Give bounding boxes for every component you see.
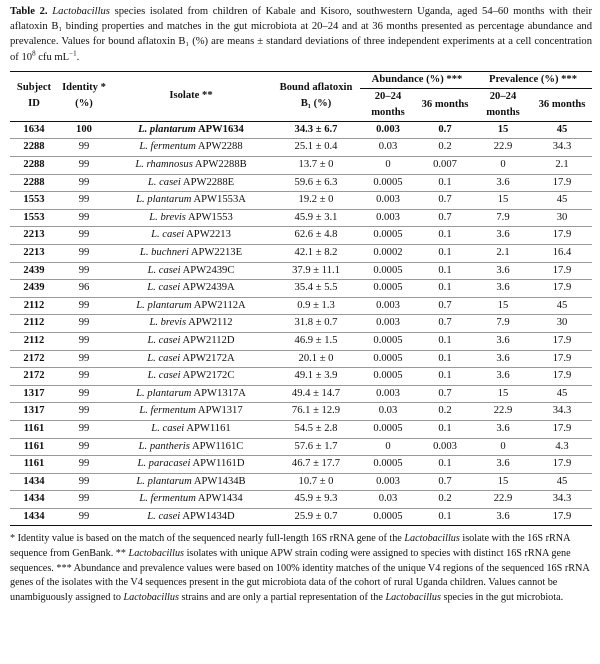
- cell-identity: 99: [58, 192, 110, 210]
- cell-prevalence-36: 17.9: [532, 420, 592, 438]
- isolate-species: L. paracasei: [137, 458, 191, 470]
- cell-prevalence-36: 45: [532, 473, 592, 491]
- cell-prevalence-36: 17.9: [532, 174, 592, 192]
- cell-isolate: [110, 403, 272, 421]
- cell-subject-id: 1553: [10, 192, 58, 210]
- isolate-species: L. brevis: [149, 317, 187, 329]
- cell-isolate: [110, 227, 272, 245]
- cell-prevalence-20-24: 3.6: [474, 332, 532, 350]
- cell-isolate: [110, 174, 272, 192]
- cell-identity: 99: [58, 385, 110, 403]
- cell-subject-id: 1434: [10, 491, 58, 509]
- isolate-species: L. buchneri: [139, 246, 189, 258]
- isolate-strain: APW2112: [188, 317, 233, 329]
- isolate-strain: APW2172C: [182, 370, 235, 382]
- table-row: [10, 227, 592, 245]
- cell-subject-id: 1553: [10, 209, 58, 227]
- cell-abundance-20-24: 0: [360, 438, 416, 456]
- cell-isolate: [110, 209, 272, 227]
- isolate-strain: APW1553A: [193, 194, 246, 206]
- cell-abundance-20-24: 0: [360, 157, 416, 175]
- isolates-table: [10, 71, 592, 527]
- cell-abundance-20-24: 0.003: [360, 473, 416, 491]
- cell-identity: 99: [58, 174, 110, 192]
- cell-identity: 99: [58, 368, 110, 386]
- cell-prevalence-36: 30: [532, 209, 592, 227]
- isolate-strain: APW1161C: [191, 440, 244, 452]
- cell-subject-id: 1434: [10, 473, 58, 491]
- isolate-strain: APW1161: [186, 422, 231, 434]
- footnote-genus-4: Lactobacillus: [385, 591, 441, 603]
- isolate-species: L. casei: [147, 176, 181, 188]
- isolate-strain: APW2112D: [182, 334, 235, 346]
- cell-abundance-20-24: 0.0005: [360, 227, 416, 245]
- cell-abundance-20-24: 0.003: [360, 209, 416, 227]
- isolate-species: L. pantheris: [138, 440, 190, 452]
- cell-bound-aflatoxin: 20.1 ± 0: [272, 350, 360, 368]
- cell-bound-aflatoxin: 35.4 ± 5.5: [272, 280, 360, 298]
- cell-abundance-36: 0.1: [416, 244, 474, 262]
- cell-bound-aflatoxin: 57.6 ± 1.7: [272, 438, 360, 456]
- cell-abundance-20-24: 0.03: [360, 403, 416, 421]
- cell-prevalence-36: 34.3: [532, 491, 592, 509]
- table-row: [10, 280, 592, 298]
- cell-bound-aflatoxin: 10.7 ± 0: [272, 473, 360, 491]
- table-row: [10, 350, 592, 368]
- header-prevalence-20-24: 20–24 months: [474, 88, 532, 121]
- cell-isolate: [110, 438, 272, 456]
- isolate-strain: APW1161D: [192, 458, 245, 470]
- cell-prevalence-20-24: 3.6: [474, 174, 532, 192]
- cell-prevalence-20-24: 7.9: [474, 209, 532, 227]
- cell-abundance-20-24: 0.0005: [360, 174, 416, 192]
- cell-prevalence-20-24: 3.6: [474, 350, 532, 368]
- cell-subject-id: 2439: [10, 262, 58, 280]
- cell-subject-id: 2439: [10, 280, 58, 298]
- isolate-species: L. casei: [151, 422, 185, 434]
- cell-bound-aflatoxin: 34.3 ± 6.7: [272, 121, 360, 139]
- table-row: [10, 420, 592, 438]
- cell-bound-aflatoxin: 54.5 ± 2.8: [272, 420, 360, 438]
- cell-isolate: [110, 420, 272, 438]
- table-row: [10, 297, 592, 315]
- cell-abundance-20-24: 0.003: [360, 385, 416, 403]
- cell-isolate: [110, 244, 272, 262]
- header-abundance: Abundance (%) ***: [360, 71, 474, 88]
- caption-end: .: [76, 51, 80, 63]
- cell-prevalence-36: 2.1: [532, 157, 592, 175]
- cell-bound-aflatoxin: 49.1 ± 3.9: [272, 368, 360, 386]
- isolate-species: L. casei: [147, 510, 181, 522]
- isolate-species: L. casei: [147, 352, 181, 364]
- isolate-strain: APW2288E: [182, 176, 235, 188]
- cell-identity: 99: [58, 262, 110, 280]
- cell-subject-id: 2112: [10, 332, 58, 350]
- cell-abundance-36: 0.007: [416, 157, 474, 175]
- cell-identity: 99: [58, 491, 110, 509]
- cell-prevalence-36: 17.9: [532, 508, 592, 526]
- cell-subject-id: 2288: [10, 174, 58, 192]
- cell-bound-aflatoxin: 19.2 ± 0: [272, 192, 360, 210]
- cell-prevalence-20-24: 7.9: [474, 315, 532, 333]
- cell-identity: 99: [58, 315, 110, 333]
- isolate-strain: APW2439C: [182, 264, 235, 276]
- cell-prevalence-20-24: 3.6: [474, 262, 532, 280]
- cell-bound-aflatoxin: 45.9 ± 3.1: [272, 209, 360, 227]
- cell-abundance-36: 0.1: [416, 368, 474, 386]
- cell-abundance-36: 0.1: [416, 456, 474, 474]
- cell-identity: 96: [58, 280, 110, 298]
- cell-isolate: [110, 262, 272, 280]
- cell-abundance-36: 0.7: [416, 209, 474, 227]
- cell-isolate: [110, 368, 272, 386]
- cell-isolate: [110, 491, 272, 509]
- cell-prevalence-36: 17.9: [532, 350, 592, 368]
- cell-subject-id: 1161: [10, 420, 58, 438]
- cell-isolate: [110, 508, 272, 526]
- table-footnote: [10, 532, 592, 605]
- cell-abundance-20-24: 0.0005: [360, 508, 416, 526]
- caption-unit-exponent: −1: [69, 49, 77, 58]
- isolate-species: L. fermentum: [139, 141, 196, 153]
- header-identity: Identity * (%): [58, 71, 110, 121]
- cell-subject-id: 2172: [10, 350, 58, 368]
- cell-prevalence-36: 16.4: [532, 244, 592, 262]
- cell-abundance-36: 0.2: [416, 491, 474, 509]
- table-row: [10, 174, 592, 192]
- isolate-strain: APW1434: [197, 493, 243, 505]
- table-row: [10, 192, 592, 210]
- table-row: [10, 244, 592, 262]
- cell-abundance-20-24: 0.0005: [360, 368, 416, 386]
- cell-identity: 99: [58, 297, 110, 315]
- header-isolate: Isolate **: [110, 71, 272, 121]
- cell-prevalence-36: 30: [532, 315, 592, 333]
- cell-subject-id: 2288: [10, 157, 58, 175]
- isolate-strain: APW1317: [197, 405, 243, 417]
- footnote-part-2: isolate with the 16S rRNA sequence from GenBank. **: [10, 533, 570, 560]
- cell-abundance-36: 0.1: [416, 332, 474, 350]
- cell-bound-aflatoxin: 76.1 ± 12.9: [272, 403, 360, 421]
- table-row: [10, 157, 592, 175]
- cell-isolate: [110, 385, 272, 403]
- isolate-strain: APW2288: [197, 141, 243, 153]
- table-row: [10, 456, 592, 474]
- cell-prevalence-20-24: 15: [474, 121, 532, 139]
- table-row: [10, 139, 592, 157]
- cell-isolate: [110, 456, 272, 474]
- isolate-strain: APW2439A: [182, 282, 235, 294]
- table-row: [10, 209, 592, 227]
- cell-abundance-36: 0.1: [416, 227, 474, 245]
- cell-bound-aflatoxin: 42.1 ± 8.2: [272, 244, 360, 262]
- isolate-strain: APW2213: [186, 229, 231, 241]
- cell-bound-aflatoxin: 25.1 ± 0.4: [272, 139, 360, 157]
- cell-abundance-36: 0.2: [416, 403, 474, 421]
- cell-subject-id: 2288: [10, 139, 58, 157]
- cell-identity: 100: [58, 121, 110, 139]
- cell-prevalence-36: 17.9: [532, 368, 592, 386]
- isolate-strain: APW2112A: [193, 299, 246, 311]
- cell-bound-aflatoxin: 13.7 ± 0: [272, 157, 360, 175]
- cell-prevalence-36: 45: [532, 192, 592, 210]
- cell-abundance-36: 0.7: [416, 297, 474, 315]
- isolate-strain: APW2213E: [190, 246, 243, 258]
- table-row: [10, 438, 592, 456]
- cell-bound-aflatoxin: 62.6 ± 4.8: [272, 227, 360, 245]
- cell-isolate: [110, 350, 272, 368]
- cell-isolate: [110, 157, 272, 175]
- cell-prevalence-36: 17.9: [532, 227, 592, 245]
- cell-prevalence-20-24: 3.6: [474, 456, 532, 474]
- footnote-genus-2: Lactobacillus: [128, 548, 185, 560]
- header-bound-aflatoxin: Bound aflatoxin B₁ (%): [272, 71, 360, 121]
- cell-abundance-36: 0.1: [416, 420, 474, 438]
- cell-subject-id: 1317: [10, 403, 58, 421]
- cell-identity: 99: [58, 139, 110, 157]
- cell-abundance-36: 0.1: [416, 174, 474, 192]
- cell-prevalence-20-24: 15: [474, 473, 532, 491]
- cell-subject-id: 1634: [10, 121, 58, 139]
- cell-identity: 99: [58, 420, 110, 438]
- table-row: [10, 262, 592, 280]
- cell-prevalence-36: 17.9: [532, 456, 592, 474]
- cell-abundance-20-24: 0.0005: [360, 456, 416, 474]
- cell-isolate: [110, 297, 272, 315]
- cell-bound-aflatoxin: 37.9 ± 11.1: [272, 262, 360, 280]
- cell-prevalence-20-24: 15: [474, 385, 532, 403]
- table-row: [10, 332, 592, 350]
- cell-prevalence-20-24: 2.1: [474, 244, 532, 262]
- cell-subject-id: 2213: [10, 227, 58, 245]
- cell-isolate: [110, 139, 272, 157]
- cell-prevalence-20-24: 22.9: [474, 403, 532, 421]
- cell-subject-id: 2172: [10, 368, 58, 386]
- cell-prevalence-36: 34.3: [532, 403, 592, 421]
- table-row: [10, 491, 592, 509]
- isolate-species: L. casei: [147, 282, 181, 294]
- cell-prevalence-20-24: 3.6: [474, 368, 532, 386]
- isolate-species: L. plantarum: [136, 475, 192, 487]
- cell-prevalence-20-24: 15: [474, 297, 532, 315]
- cell-prevalence-20-24: 22.9: [474, 491, 532, 509]
- isolate-species: L. brevis: [149, 211, 186, 223]
- table-row: [10, 403, 592, 421]
- isolate-species: L. plantarum: [136, 299, 192, 311]
- isolate-species: L. casei: [147, 264, 181, 276]
- isolate-species: L. fermentum: [139, 405, 196, 417]
- isolate-species: L. casei: [147, 334, 181, 346]
- isolate-species: L. plantarum: [136, 194, 192, 206]
- caption-unit: cfu mL: [35, 51, 70, 63]
- cell-abundance-20-24: 0.0005: [360, 332, 416, 350]
- footnote-part-5: species in the gut microbiota.: [440, 591, 564, 603]
- cell-prevalence-20-24: 22.9: [474, 139, 532, 157]
- header-prevalence-36: 36 months: [532, 88, 592, 121]
- cell-identity: 99: [58, 332, 110, 350]
- cell-prevalence-36: 45: [532, 385, 592, 403]
- cell-identity: 99: [58, 244, 110, 262]
- cell-bound-aflatoxin: 0.9 ± 1.3: [272, 297, 360, 315]
- cell-identity: 99: [58, 438, 110, 456]
- cell-prevalence-36: 17.9: [532, 332, 592, 350]
- header-abundance-36: 36 months: [416, 88, 474, 121]
- cell-identity: 99: [58, 157, 110, 175]
- cell-prevalence-20-24: 0: [474, 157, 532, 175]
- isolate-strain: APW1553: [188, 211, 233, 223]
- cell-abundance-20-24: 0.03: [360, 139, 416, 157]
- cell-abundance-36: 0.7: [416, 315, 474, 333]
- cell-abundance-36: 0.7: [416, 121, 474, 139]
- cell-abundance-20-24: 0.0005: [360, 350, 416, 368]
- cell-abundance-20-24: 0.003: [360, 315, 416, 333]
- cell-abundance-36: 0.7: [416, 192, 474, 210]
- cell-abundance-36: 0.2: [416, 139, 474, 157]
- cell-abundance-20-24: 0.03: [360, 491, 416, 509]
- isolate-species: L. rhamnosus: [135, 159, 193, 170]
- cell-prevalence-20-24: 3.6: [474, 508, 532, 526]
- isolate-species: L. casei: [151, 229, 185, 241]
- cell-prevalence-36: 17.9: [532, 280, 592, 298]
- cell-prevalence-36: 45: [532, 121, 592, 139]
- cell-isolate: [110, 315, 272, 333]
- cell-prevalence-36: 34.3: [532, 139, 592, 157]
- isolate-species: L. casei: [147, 370, 181, 382]
- cell-prevalence-36: 45: [532, 297, 592, 315]
- cell-identity: 99: [58, 209, 110, 227]
- isolate-species: L. fermentum: [139, 493, 196, 505]
- cell-bound-aflatoxin: 45.9 ± 9.3: [272, 491, 360, 509]
- isolate-strain: APW1317A: [193, 387, 246, 399]
- footnote-part-4: strains and are only a partial representation of the: [178, 591, 386, 603]
- cell-isolate: [110, 280, 272, 298]
- cell-identity: 99: [58, 403, 110, 421]
- cell-abundance-36: 0.1: [416, 508, 474, 526]
- cell-abundance-36: 0.003: [416, 438, 474, 456]
- cell-identity: 99: [58, 508, 110, 526]
- cell-identity: 99: [58, 350, 110, 368]
- cell-abundance-36: 0.1: [416, 262, 474, 280]
- caption-label: Table 2.: [10, 6, 48, 17]
- cell-subject-id: 2112: [10, 315, 58, 333]
- footnote-genus-3: Lactobacillus: [123, 591, 179, 603]
- cell-prevalence-20-24: 3.6: [474, 420, 532, 438]
- cell-subject-id: 1161: [10, 456, 58, 474]
- cell-isolate: [110, 192, 272, 210]
- cell-abundance-36: 0.1: [416, 350, 474, 368]
- footnote-part-1: * Identity value is based on the match of the sequenced nearly full-length 16S rRNA gene of the: [10, 533, 405, 545]
- cell-bound-aflatoxin: 25.9 ± 0.7: [272, 508, 360, 526]
- cell-bound-aflatoxin: 49.4 ± 14.7: [272, 385, 360, 403]
- isolate-strain: APW1434D: [182, 510, 235, 522]
- cell-abundance-20-24: 0.003: [360, 121, 416, 139]
- cell-isolate: [110, 121, 272, 139]
- table-body: [10, 121, 592, 526]
- cell-bound-aflatoxin: 46.7 ± 17.7: [272, 456, 360, 474]
- isolate-strain: APW2172A: [182, 352, 235, 364]
- cell-abundance-20-24: 0.003: [360, 297, 416, 315]
- header-prevalence: Prevalence (%) ***: [474, 71, 592, 88]
- cell-prevalence-36: 17.9: [532, 262, 592, 280]
- cell-identity: 99: [58, 473, 110, 491]
- table-row: [10, 315, 592, 333]
- cell-bound-aflatoxin: 46.9 ± 1.5: [272, 332, 360, 350]
- cell-subject-id: 1161: [10, 438, 58, 456]
- table-row: [10, 473, 592, 491]
- isolate-strain: APW1634: [197, 123, 244, 135]
- footnote-part-3: isolates with unique APW strain coding were assigned to species with distinct 16S rRNA gene sequences. *** Abundance and prevalence values were based on 100% identity matches of the unique V4 regions of the sequenced 16S rRNA genes of the isolates with the V4 sequences present in the gut microbiota data of the cohort of rural Uganda children. Values cannot be unambiguously assigned to: [10, 548, 590, 603]
- footnote-genus-1: Lactobacillus: [404, 533, 460, 545]
- cell-abundance-20-24: 0.0005: [360, 262, 416, 280]
- caption-exponent: 8: [32, 49, 36, 58]
- cell-abundance-36: 0.7: [416, 385, 474, 403]
- cell-identity: 99: [58, 227, 110, 245]
- table-row: [10, 508, 592, 526]
- table-row: [10, 121, 592, 139]
- cell-subject-id: 1317: [10, 385, 58, 403]
- cell-prevalence-20-24: 3.6: [474, 280, 532, 298]
- table-caption: [10, 4, 592, 65]
- cell-identity: 99: [58, 456, 110, 474]
- table-row: [10, 385, 592, 403]
- cell-isolate: [110, 332, 272, 350]
- cell-bound-aflatoxin: 31.8 ± 0.7: [272, 315, 360, 333]
- cell-abundance-20-24: 0.0002: [360, 244, 416, 262]
- isolate-species: L. plantarum: [136, 387, 192, 399]
- cell-abundance-36: 0.1: [416, 280, 474, 298]
- isolate-strain: APW1434B: [193, 475, 246, 487]
- cell-subject-id: 1434: [10, 508, 58, 526]
- cell-prevalence-36: 4.3: [532, 438, 592, 456]
- cell-subject-id: 2112: [10, 297, 58, 315]
- cell-abundance-20-24: 0.0005: [360, 280, 416, 298]
- header-abundance-20-24: 20–24 months: [360, 88, 416, 121]
- isolate-strain: APW2288B: [194, 159, 247, 170]
- cell-abundance-20-24: 0.003: [360, 192, 416, 210]
- caption-genus: Lactobacillus: [52, 6, 110, 17]
- cell-isolate: [110, 473, 272, 491]
- cell-bound-aflatoxin: 59.6 ± 6.3: [272, 174, 360, 192]
- cell-abundance-36: 0.7: [416, 473, 474, 491]
- cell-prevalence-20-24: 3.6: [474, 227, 532, 245]
- isolate-species: L. plantarum: [138, 123, 196, 135]
- table-row: [10, 368, 592, 386]
- caption-text: species isolated from children of Kabale and Kisoro, southwestern Uganda, aged 54–60 months with their aflatoxin B₁ binding properties and matches in the gut microbiota at 20–24 and at 36 months presented as percentage abundance and prevalence. Values for bound aflatoxin B₁ (%) are means ± standard deviations of three independent experiments at a cell concentration of 10: [10, 6, 592, 63]
- header-subject-id: Subject ID: [10, 71, 58, 121]
- cell-abundance-20-24: 0.0005: [360, 420, 416, 438]
- cell-subject-id: 2213: [10, 244, 58, 262]
- cell-prevalence-20-24: 15: [474, 192, 532, 210]
- cell-prevalence-20-24: 0: [474, 438, 532, 456]
